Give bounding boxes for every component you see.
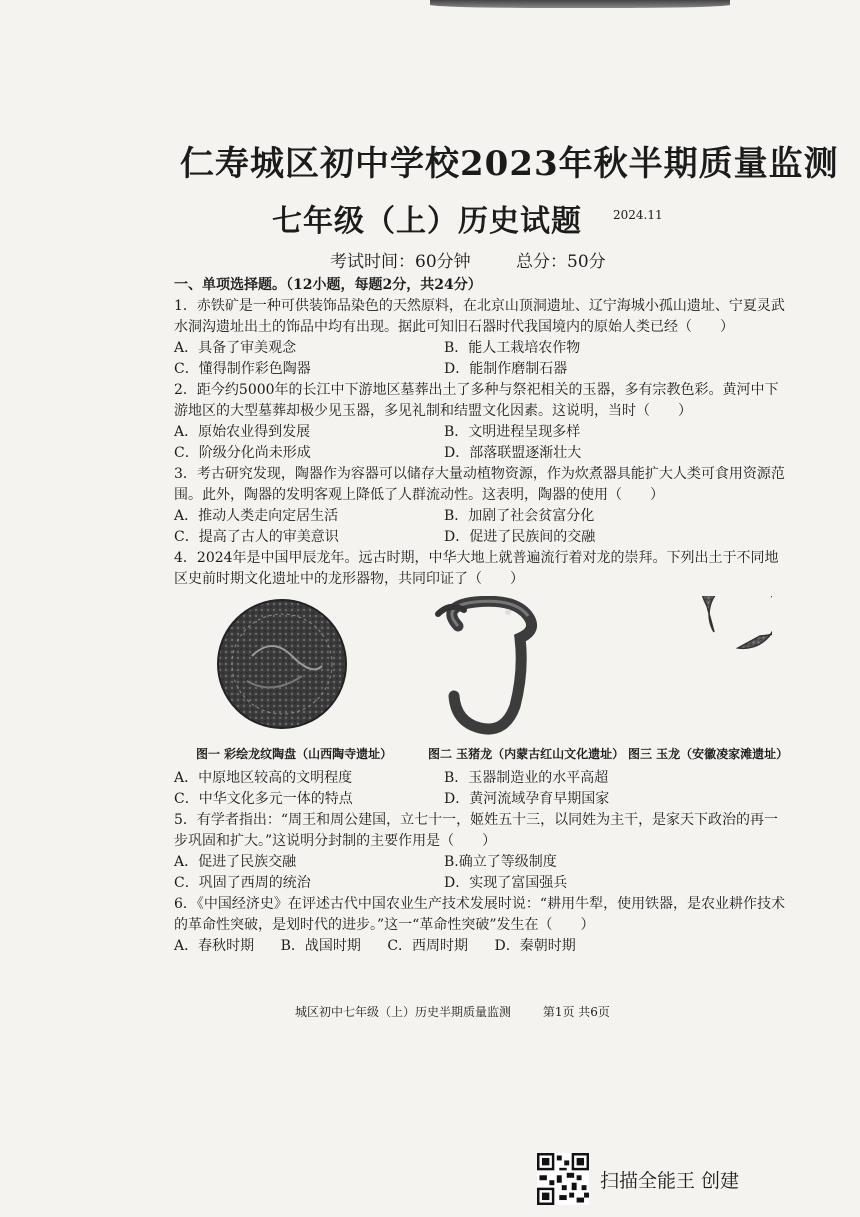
option-a: A．具备了审美观念 xyxy=(174,340,297,356)
option-a: A．中原地区较高的文明程度 xyxy=(174,770,353,786)
page-footer xyxy=(295,1003,610,1020)
question-1-stem: 1．赤铁矿是一种可供装饰品染色的天然原料，在北京山顶洞遗址、辽宁海城小孤山遗址、宁夏灵武水洞沟遗址出土的饰品中均有出现。据此可知旧石器时代我国境内的原始人类已经（ ） xyxy=(174,298,785,335)
exam-time: 考试时间：60分钟 xyxy=(330,252,471,272)
option-c: C．提高了古人的审美意识 xyxy=(174,529,339,545)
qr-code-icon xyxy=(537,1153,589,1205)
option-c: C．懂得制作彩色陶器 xyxy=(174,361,311,377)
question-4-options xyxy=(174,768,786,810)
exam-title: 仁寿城区初中学校2023年秋半期质量监测 xyxy=(180,144,839,184)
question-5-options xyxy=(174,852,786,894)
figure-2-jade-pig-dragon xyxy=(420,596,550,736)
footer-exam-name: 城区初中七年级（上）历史半期质量监测 xyxy=(295,1005,512,1019)
question-6-stem: 6．《中国经济史》在评述古代中国农业生产技术发展时说：“耕用牛犁，使用铁器，是农业耕作技术的革命性突破，是划时代的进步。”这一“革命性突破”发生在（ ） xyxy=(174,896,786,933)
jade-dragon-image xyxy=(642,596,772,736)
option-b: B．文明进程呈现多样 xyxy=(444,424,581,440)
question-3-options xyxy=(174,506,786,548)
section-heading: 一、单项选择题。（12小题，每题2分，共24分） xyxy=(174,277,482,293)
option-b: B.确立了等级制度 xyxy=(444,854,557,870)
figure-1-painted-pottery-plate xyxy=(212,596,352,736)
option-b: B．战国时期 xyxy=(280,938,361,954)
option-b: B．能人工栽培农作物 xyxy=(444,340,581,356)
question-4-figures xyxy=(152,596,812,768)
option-b: B．加剧了社会贫富分化 xyxy=(444,508,595,524)
figure-3-jade-dragon xyxy=(642,596,772,736)
figure-3-caption: 图三 玉龙（安徽凌家滩遗址） xyxy=(628,747,789,761)
option-c: C．阶级分化尚未形成 xyxy=(174,445,311,461)
total-score: 总分：50分 xyxy=(516,252,606,272)
option-d: D．部落联盟逐渐壮大 xyxy=(444,445,582,461)
question-3-stem: 3．考古研究发现，陶器作为容器可以储存大量动植物资源，作为炊煮器具能扩大人类可食用资源范围。此外，陶器的发明客观上降低了人群流动性。这表明，陶器的使用（ ） xyxy=(174,466,785,503)
question-4-stem: 4．2024年是中国甲辰龙年。远古时期，中华大地上就普遍流行着对龙的崇拜。下列出土于不同地区史前时期文化遗址中的龙形器物，共同印证了（ ） xyxy=(174,550,779,587)
scan-edge-shadow xyxy=(430,0,730,8)
question-section xyxy=(174,275,789,957)
option-a: A．推动人类走向定居生活 xyxy=(174,508,339,524)
option-c: C．中华文化多元一体的特点 xyxy=(174,791,353,807)
option-d: D．能制作磨制石器 xyxy=(444,361,568,377)
scanner-watermark: 扫描全能王 创建 xyxy=(600,1170,740,1192)
exam-subtitle: 七年级（上）历史试题 xyxy=(272,204,582,239)
jade-pig-dragon-image xyxy=(420,596,550,736)
option-c: C．巩固了西周的统治 xyxy=(174,875,311,891)
pottery-plate-image xyxy=(212,596,352,736)
option-a: A．原始农业得到发展 xyxy=(174,424,311,440)
option-d: D．秦朝时期 xyxy=(494,938,576,954)
question-1-options xyxy=(174,338,786,380)
option-a: A．促进了民族交融 xyxy=(174,854,297,870)
figure-1-caption: 图一 彩绘龙纹陶盘（山西陶寺遗址） xyxy=(196,747,393,761)
exam-meta xyxy=(330,247,606,272)
option-b: B．玉器制造业的水平高超 xyxy=(444,770,609,786)
page-number: 第1页 共6页 xyxy=(542,1005,610,1019)
option-d: D．促进了民族间的交融 xyxy=(444,529,596,545)
figure-2-caption: 图二 玉猪龙（内蒙古红山文化遗址） xyxy=(428,747,625,761)
option-a: A．春秋时期 xyxy=(174,938,255,954)
question-2-stem: 2．距今约5000年的长江中下游地区墓葬出土了多种与祭祀相关的玉器，多有宗教色彩。黄河中下游地区的大型墓葬却极少见玉器，多见礼制和结盟文化因素。这说明，当时（ ） xyxy=(174,382,779,419)
option-d: D．黄河流域孕育早期国家 xyxy=(444,791,610,807)
question-6-options xyxy=(174,936,786,957)
exam-date: 2024.11 xyxy=(613,208,663,222)
question-5-stem: 5．有学者指出：“周王和周公建国，立七十一，姬姓五十三，以同姓为主干，是家天下政治的再一步巩固和扩大。”这说明分封制的主要作用是（ ） xyxy=(174,812,779,849)
option-d: D．实现了富国强兵 xyxy=(444,875,568,891)
question-2-options xyxy=(174,422,786,464)
option-c: C．西周时期 xyxy=(387,938,469,954)
